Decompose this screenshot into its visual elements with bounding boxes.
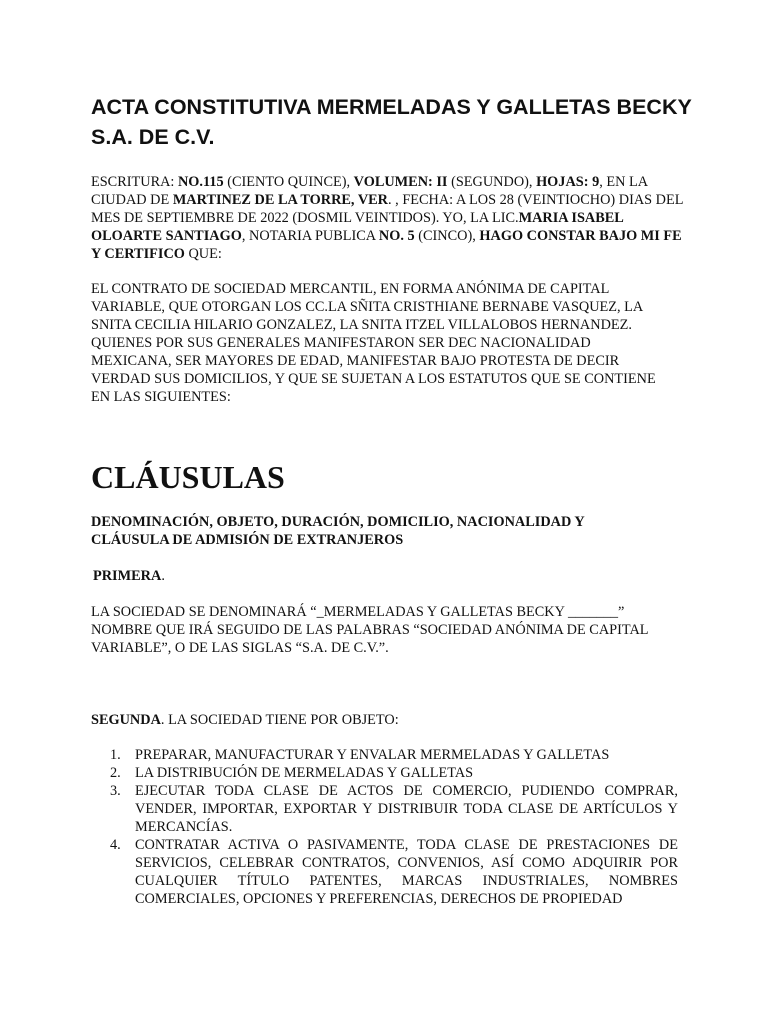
que-text: QUE: <box>184 246 222 262</box>
escritura-number-text: (CIENTO QUINCE), <box>223 174 354 190</box>
objeto-list <box>110 746 678 907</box>
primera-heading <box>93 567 165 585</box>
segunda-text: . LA SOCIEDAD TIENE POR OBJETO: <box>160 712 399 728</box>
notaria-name: MARIA ISABEL OLOARTE SANTIAGO <box>91 210 624 244</box>
escritura-label: ESCRITURA: <box>91 174 178 190</box>
hago-constar: HAGO CONSTAR BAJO MI FE Y CERTIFICO <box>91 228 682 262</box>
contrato-paragraph: EL CONTRATO DE SOCIEDAD MERCANTIL, EN FORMA ANÓNIMA DE CAPITAL VARIABLE, QUE OTORGAN LOS CC.LA SÑITA CRISTHIANE BERNABE VASQUEZ, LA SNITA CECILIA HILARIO GONZALEZ, LA SNITA ITZEL VILLALOBOS HERNANDEZ. QUIENES POR SUS GENERALES MANIFESTARON SER DEC NACIONALIDAD MEXICANA, SER MAYORES DE EDAD, MANIFESTAR BAJO PROTESTA DE DECIR VERDAD SUS DOMICILIOS, Y QUE SE SUJETAN A LOS ESTATUTOS QUE SE CONTIENE EN LAS SIGUIENTES: <box>91 281 656 405</box>
list-item <box>110 782 678 836</box>
sociedad-paragraph: LA SOCIEDAD SE DENOMINARÁ “_MERMELADAS Y GALLETAS BECKY _______” NOMBRE QUE IRÁ SEGUIDO DE LAS PALABRAS “SOCIEDAD ANÓNIMA DE CAPITAL VARIABLE”, O DE LAS SIGLAS “S.A. DE C.V.”. <box>91 604 648 656</box>
document-title: ACTA CONSTITUTIVA MERMELADAS Y GALLETAS BECKY S.A. DE C.V. <box>91 95 692 149</box>
hojas-label: HOJAS: 9 <box>536 174 600 190</box>
segunda-paragraph <box>91 711 399 729</box>
volumen-label: VOLUMEN: II <box>353 174 448 190</box>
ciudad-name: MARTINEZ DE LA TORRE, VER <box>172 192 389 208</box>
clausulas-heading: CLÁUSULAS <box>91 459 285 495</box>
list-item-text: LA DISTRIBUCIÓN DE MERMELADAS Y GALLETAS <box>135 765 474 781</box>
segunda-label: SEGUNDA <box>91 712 161 728</box>
list-item-text: EJECUTAR TODA CLASE DE ACTOS DE COMERCIO, PUDIENDO COMPRAR, VENDER, IMPORTAR, EXPORTAR Y DISTRIBUIR TODA CLASE DE ARTÍCULOS Y MERCANCÍAS. <box>135 783 678 835</box>
primera-suffix: . <box>161 568 165 584</box>
escritura-paragraph <box>91 173 689 263</box>
list-item-number: 3. <box>110 783 121 799</box>
list-item-text: PREPARAR, MANUFACTURAR Y ENVALAR MERMELADAS Y GALLETAS <box>135 747 610 763</box>
list-item <box>110 746 678 764</box>
escritura-number: NO.115 <box>177 174 224 190</box>
list-item-text: CONTRATAR ACTIVA O PASIVAMENTE, TODA CLASE DE PRESTACIONES DE SERVICIOS, CELEBRAR CONTRATOS, CONVENIOS, ASÍ COMO ADQUIRIR POR CUALQUIER TÍTULO PATENTES, MARCAS INDUSTRIALES, NOMBRES COMERCIALES, OPCIONES Y PREFERENCIAS, DERECHOS DE PROPIEDAD <box>135 837 678 907</box>
hojas-text: , EN LA CIUDAD DE <box>91 174 648 208</box>
volumen-text: (SEGUNDO), <box>447 174 537 190</box>
denominacion-heading: DENOMINACIÓN, OBJETO, DURACIÓN, DOMICILIO, NACIONALIDAD Y CLÁUSULA DE ADMISIÓN DE EXTRANJEROS <box>91 514 585 548</box>
list-item <box>110 836 678 907</box>
notaria-number: NO. 5 <box>378 228 415 244</box>
list-item-number: 2. <box>110 765 121 781</box>
fecha-text: . , FECHA: A LOS 28 (VEINTIOCHO) DIAS DEL MES DE SEPTIEMBRE DE 2022 (DOSMIL VEINTIDOS). YO, LA LIC. <box>91 192 683 226</box>
list-item-number: 1. <box>110 747 121 763</box>
list-item-number: 4. <box>110 837 121 853</box>
list-item <box>110 764 678 782</box>
primera-label: PRIMERA <box>93 568 162 584</box>
notaria-number-text: (CINCO), <box>414 228 480 244</box>
notaria-text: , NOTARIA PUBLICA <box>241 228 379 244</box>
